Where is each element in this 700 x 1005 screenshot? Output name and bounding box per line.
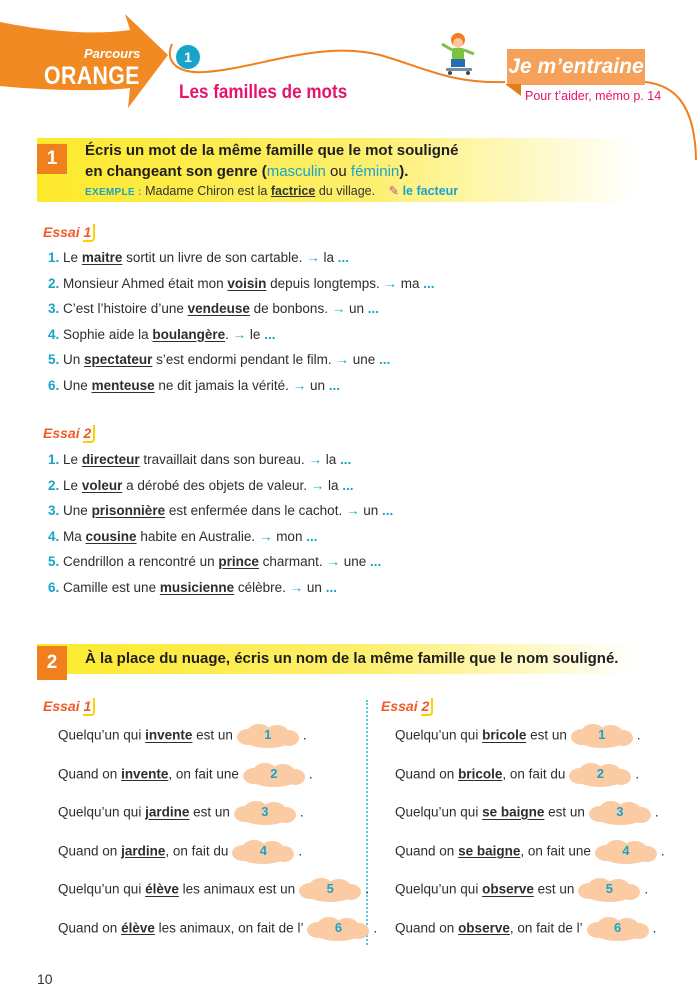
answer-prompt: une [343,554,367,569]
underlined-word: se baigne [458,843,521,859]
answer-prompt: la [328,477,339,493]
answer-prompt: un [309,377,325,393]
ex2-essai-1-heading [43,698,95,714]
feminin-word: féminin [350,163,400,180]
period: . [660,843,665,859]
answer-blank[interactable]: ... [382,503,394,518]
practice-banner: Je m’entraine [507,49,645,85]
underlined-word: bricole [482,727,527,743]
essai-1-heading [43,224,95,240]
sentence-text: Quelqu’un qui [58,804,146,820]
sentence-text: Quand on [395,766,459,782]
arrow-icon: → [232,326,247,342]
answer-prompt: une [352,352,376,367]
cloud-number: 3 [616,804,624,819]
underlined-word: vendeuse [187,301,250,316]
period: . [373,920,378,936]
cloud-blank[interactable] [243,763,305,787]
arrow-icon: → [383,275,397,291]
exercise-item [48,250,349,265]
cloud-sentence [395,878,648,902]
exercise-item [48,327,275,342]
essai-number: 1 [83,698,95,716]
item-number: 6. [48,579,60,595]
underlined-word: musicienne [159,579,235,595]
sentence-text-after: est un [189,804,230,820]
item-text-after: s’est endormi pendant le film. [152,352,332,367]
item-text-after: depuis longtemps. [266,275,380,291]
exercise-2-instruction: À la place du nuage, écris un nom de la même famille que le nom souligné. [85,650,619,667]
answer-blank[interactable]: ... [340,452,352,467]
masculin-word: masculin [266,163,326,180]
exercise-item [48,352,390,367]
answer-prompt: un [306,579,322,595]
exercise-item [48,503,393,518]
example-text: Madame Chiron est la [145,184,271,198]
instruction-line-1: Écris un mot de la même famille que le mot souligné [85,142,459,159]
sentence-text: Quand on [58,766,122,782]
item-text: Un [63,352,85,367]
exercise-item [48,276,435,291]
sentence-text: Quand on [58,920,122,936]
item-number: 2. [48,275,60,291]
cloud-number: 5 [605,881,613,896]
cloud-blank[interactable] [237,724,299,748]
cloud-blank[interactable] [234,801,296,825]
period: . [644,881,649,897]
item-text: Le [63,477,82,493]
lesson-number-badge: 1 [176,45,200,69]
exercise-item [48,301,379,316]
item-number: 5. [48,554,60,569]
underlined-word: spectateur [84,352,153,367]
item-number: 1. [48,250,60,265]
cloud-blank[interactable] [571,724,633,748]
cloud-number: 4 [622,842,630,858]
sentence-text-after: est un [192,727,233,743]
item-number: 3. [48,503,60,518]
sentence-text-after: est un [526,727,567,743]
sentence-text-after: , on fait une [168,766,239,782]
underlined-word: voleur [81,477,123,493]
underlined-word: observe [482,881,534,897]
underlined-word: observe [458,920,510,936]
ou-word: ou [325,163,351,180]
cloud-number: 6 [614,919,622,935]
sentence-text: Quelqu’un qui [395,881,483,897]
period: . [635,766,640,782]
period: . [365,881,369,897]
cloud-blank[interactable] [589,801,651,825]
exercise-2-instruction-box [37,644,637,674]
cloud-number: 3 [261,804,269,819]
answer-blank[interactable]: ... [328,377,340,393]
cloud-number: 1 [598,727,606,742]
arrow-icon: → [335,352,349,367]
answer-blank[interactable]: ... [325,579,337,595]
item-text-after: travaillait dans son bureau. [139,452,305,467]
item-text: Camille est une [63,579,160,595]
period: . [654,804,659,820]
sentence-text: Quand on [395,843,459,859]
item-text-after: charmant. [258,554,323,569]
exercise-item [48,580,337,595]
example-word: factrice [270,184,316,198]
sentence-text-after: les animaux, on fait de l’ [154,920,304,936]
underlined-word: cousine [85,528,137,544]
essai-number: 2 [83,425,95,443]
instruction-text: en changeant son genre ( [85,163,267,180]
item-text-after: ne dit jamais la vérité. [154,377,289,393]
period: . [302,727,307,743]
exercise-item [48,452,351,467]
answer-blank[interactable]: ... [423,275,435,291]
cloud-sentence [58,763,313,787]
cloud-sentence [58,840,302,864]
cloud-number: 4 [259,842,267,858]
cloud-blank[interactable] [578,878,640,902]
exercise-1-number: 1 [37,144,67,174]
essai-number: 2 [421,698,433,716]
arrow-icon: → [306,250,320,265]
parcours-color: ORANGE [44,62,140,90]
sentence-text-after: , on fait du [165,843,229,859]
underlined-word: invente [145,727,193,743]
underlined-word: jardine [145,804,190,820]
answer-blank[interactable]: ... [264,326,276,342]
item-number: 3. [48,301,60,316]
cloud-sentence [395,801,659,825]
item-text: Une [63,503,92,518]
essai-label: Essai [43,224,80,240]
essai-number: 1 [83,224,95,242]
cloud-blank[interactable] [232,840,294,864]
example-answer: le facteur [402,184,459,198]
answer-prompt: le [249,326,261,342]
answer-prompt: ma [400,275,420,291]
underlined-word: voisin [227,275,267,291]
item-text: Sophie aide la [63,326,153,342]
sentence-text: Quand on [58,843,122,859]
item-text-after: habite en Australie. [136,528,256,544]
underlined-word: boulangère [152,326,226,342]
item-text: Cendrillon a rencontré un [63,554,219,569]
column-divider [366,700,368,945]
cloud-blank[interactable] [307,917,369,941]
underlined-word: invente [121,766,169,782]
item-number: 4. [48,326,60,342]
arrow-icon: → [326,554,340,569]
cloud-number: 5 [326,881,334,896]
cloud-sentence [58,878,369,902]
sentence-text-after: est un [544,804,585,820]
instruction-end: ). [399,163,409,180]
answer-blank[interactable]: ... [342,477,354,493]
item-text-after: . [225,326,229,342]
item-number: 6. [48,377,60,393]
exercise-2-number: 2 [37,646,67,680]
underlined-word: prince [218,554,259,569]
exercise-1-instruction [85,140,458,202]
cloud-sentence [395,917,656,941]
cloud-blank[interactable] [299,878,361,902]
underlined-word: jardine [121,843,166,859]
underlined-word: menteuse [91,377,155,393]
cloud-sentence [395,724,641,748]
underlined-word: bricole [458,766,503,782]
period: . [298,843,303,859]
cloud-number: 1 [264,727,272,742]
item-text-after: sortit un livre de son cartable. [122,250,303,265]
period: . [308,766,313,782]
exercise-item [48,478,354,493]
answer-prompt: mon [276,528,303,544]
underlined-word: élève [121,920,155,936]
parcours-label: Parcours [84,46,141,61]
parcours-arrow-shape [0,14,168,108]
item-text: Ma [63,528,86,544]
example-line [85,182,458,202]
pencil-icon: ✎ [388,184,400,198]
item-number: 1. [48,452,60,467]
exercise-item [48,529,317,544]
essai-2-heading [43,425,95,441]
item-text-after: est enfermée dans le cachot. [165,503,343,518]
sentence-text-after: les animaux est un [178,881,296,897]
arrow-icon: → [308,452,322,467]
sentence-text-after: , on fait de l’ [509,920,583,936]
essai-label: Essai [43,698,80,714]
period: . [636,727,641,743]
skateboarder-icon [442,33,474,75]
answer-prompt: un [348,301,365,316]
item-number: 4. [48,528,60,544]
exercise-1-instruction-box [37,138,637,202]
page-number: 10 [37,971,53,987]
essai-label: Essai [381,698,418,714]
arrow-icon: → [289,579,304,595]
ex2-essai-2-heading [381,698,433,714]
answer-blank[interactable]: ... [337,250,350,265]
period: . [299,804,304,820]
item-text: C’est l’histoire d’une [63,301,188,316]
arrow-icon: → [310,477,325,493]
sentence-text-after: est un [533,881,575,897]
arrow-icon: → [258,528,273,544]
answer-blank[interactable]: ... [367,301,380,316]
cloud-blank[interactable] [587,917,649,941]
memo-reference: Pour t’aider, mémo p. 14 [525,89,662,103]
item-text-after: de bonbons. [249,301,328,316]
sentence-text-after: , on fait du [502,766,566,782]
answer-prompt: la [323,250,334,265]
example-label: EXEMPLE : [85,187,142,198]
lesson-title: Les familles de mots [179,82,348,103]
cloud-sentence [395,763,639,787]
answer-prompt: un [363,503,379,518]
example-after: du village. [315,184,376,198]
answer-prompt: la [325,452,337,467]
item-number: 5. [48,352,60,367]
arrow-icon: → [292,377,307,393]
exercise-item [48,378,340,393]
item-number: 2. [48,477,60,493]
instruction-line-2 [85,161,458,182]
underlined-word: élève [145,881,179,897]
sentence-text: Quelqu’un qui [395,727,483,743]
cloud-sentence [395,840,665,864]
banner-tail [505,84,521,96]
item-text: Le [63,452,82,467]
sentence-text: Quelqu’un qui [395,804,483,820]
item-text: Le [63,250,82,265]
underlined-word: maitre [81,250,123,265]
sentence-text: Quand on [395,920,459,936]
arrow-icon: → [331,301,346,316]
item-text-after: célèbre. [234,579,286,595]
essai-label: Essai [43,425,80,441]
sentence-text-after: , on fait une [520,843,591,859]
cloud-sentence [58,917,377,941]
arrow-icon: → [345,503,360,518]
cloud-number: 2 [270,765,278,781]
item-text: Monsieur Ahmed était mon [63,275,228,291]
period: . [652,920,657,936]
cloud-sentence [58,801,304,825]
cloud-number: 6 [334,919,343,935]
cloud-number: 2 [596,765,604,781]
underlined-word: se baigne [482,804,545,820]
cloud-sentence [58,724,307,748]
cloud-blank[interactable] [595,840,657,864]
answer-blank[interactable]: ... [370,554,382,569]
exercise-item [48,554,381,569]
answer-blank[interactable]: ... [306,528,318,544]
sentence-text: Quelqu’un qui [58,727,146,743]
sentence-text: Quelqu’un qui [58,881,146,897]
answer-blank[interactable]: ... [379,352,391,367]
cloud-blank[interactable] [569,763,631,787]
underlined-word: directeur [81,452,140,467]
underlined-word: prisonnière [91,503,166,518]
item-text-after: a dérobé des objets de valeur. [122,477,307,493]
item-text: Une [63,377,92,393]
